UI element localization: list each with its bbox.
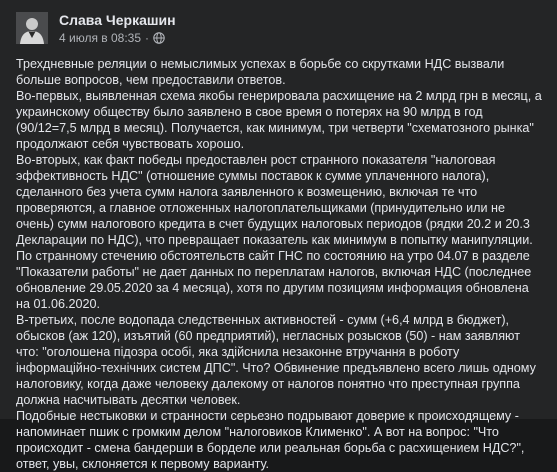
globe-icon[interactable]	[153, 32, 165, 44]
post-paragraph: В-третьих, после водопада следственных активностей - сумм (+6,4 млрд в бюджет), обысков (аж 120), изъятий (60 предприятий), негласных розысков (50) - нам заявляют что: "оголошена підозра особі, яка здійснила незаконне втручання в роботу інформаційно-технічних систем ДПС". Что? Обвинение предъявлено всего лишь одному налоговику, когда даже человеку далекому от налогов понятно что преступная группа должна насчитывать десятки человек.	[16, 313, 536, 407]
post-paragraph: Во-вторых, как факт победы предоставлен рост странного показателя "налоговая эффективность НДС" (отношение суммы поставок к сумме уплаченного налога), сделанного без учета сумм налога заявленного к возмещению, включая те что проверяются, а главное отложенных налогоплательщиками (принудительно или не очень) сумм налогового кредита в счет будущих налоговых периодов (рядки 20.2 и 20.3 Декларации по НДС), что превращает показатель как минимум в попытку манипуляции. По странному стечению обстоятельств сайт ГНС по состоянию на утро 04.07 в разделе "Показатели работы" не дает данных по переплатам налогов, включая НДС (последнее обновление 29.05.2020 за 4 месяца), хотя по другим позициям информация обновлена на 01.06.2020.	[16, 153, 533, 311]
post-header	[16, 8, 176, 48]
post-timestamp[interactable]: 4 июля в 08:35	[59, 30, 142, 45]
author-avatar[interactable]	[16, 12, 48, 44]
post-subline	[59, 30, 176, 46]
post-paragraph: Трехдневные реляции о немыслимых успехах в борьбе со скрутками НДС вызвали больше вопросов, чем предоставили ответов.	[16, 57, 505, 87]
post-body	[16, 56, 542, 472]
meta-separator: ·	[145, 30, 150, 45]
post-meta	[59, 11, 176, 46]
post-paragraph: Подобные нестыковки и странности серьезно подрывают доверие к происходящему - напоминает пшик с громким делом "налоговиков Клименко". А вот на вопрос: "Что происходит - смена бандерши в борделе или реальная борьба с расхищением НДС?", ответ, увы, склоняется к первому варианту.	[16, 409, 525, 471]
post-paragraph: Во-первых, выявленная схема якобы генерировала расхищение на 2 млрд грн в месяц, а украинскому обществу было заявлено в свое время о потерях на 90 млрд в год (90/12=7,5 млрд в месяц). Получается, как минимум, три четверти "схематозного рынка" продолжают себя чувствовать хорошо.	[16, 89, 542, 151]
avatar-photo-icon	[16, 12, 48, 44]
author-name[interactable]: Слава Черкашин	[59, 11, 176, 28]
